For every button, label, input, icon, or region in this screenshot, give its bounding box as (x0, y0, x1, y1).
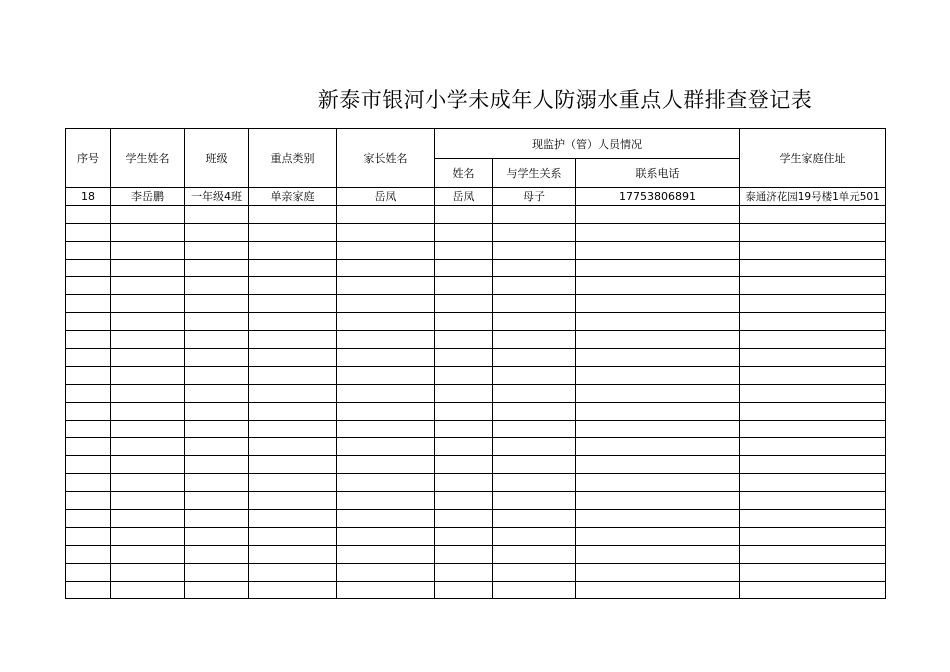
empty-cell (66, 241, 111, 259)
empty-cell (740, 545, 886, 563)
empty-cell (493, 223, 576, 241)
cell-class: 一年级4班 (185, 188, 249, 206)
empty-cell (66, 223, 111, 241)
empty-cell (493, 277, 576, 295)
empty-cell (111, 295, 185, 313)
registration-table (65, 128, 886, 599)
empty-cell (111, 277, 185, 295)
empty-table-row (66, 563, 886, 581)
empty-cell (337, 223, 435, 241)
empty-cell (249, 438, 337, 456)
empty-cell (337, 295, 435, 313)
empty-cell (249, 366, 337, 384)
empty-table-row (66, 384, 886, 402)
empty-cell (740, 366, 886, 384)
empty-cell (740, 420, 886, 438)
empty-cell (249, 223, 337, 241)
empty-cell (435, 349, 493, 367)
empty-cell (337, 474, 435, 492)
empty-cell (111, 563, 185, 581)
empty-cell (185, 313, 249, 331)
empty-cell (66, 331, 111, 349)
empty-cell (111, 545, 185, 563)
empty-cell (435, 474, 493, 492)
empty-cell (435, 402, 493, 420)
empty-cell (249, 402, 337, 420)
empty-table-row (66, 420, 886, 438)
empty-cell (435, 223, 493, 241)
empty-table-row (66, 581, 886, 599)
empty-cell (576, 295, 740, 313)
empty-cell (435, 438, 493, 456)
empty-cell (337, 438, 435, 456)
empty-cell (185, 456, 249, 474)
empty-table-row (66, 277, 886, 295)
empty-cell (740, 259, 886, 277)
empty-cell (337, 331, 435, 349)
empty-cell (249, 545, 337, 563)
empty-cell (435, 510, 493, 528)
empty-cell (740, 474, 886, 492)
empty-table-row (66, 474, 886, 492)
empty-table-row (66, 313, 886, 331)
empty-cell (249, 384, 337, 402)
empty-cell (185, 366, 249, 384)
empty-cell (337, 205, 435, 223)
empty-cell (337, 545, 435, 563)
empty-cell (435, 456, 493, 474)
empty-cell (185, 527, 249, 545)
empty-cell (493, 545, 576, 563)
empty-cell (66, 295, 111, 313)
empty-cell (111, 474, 185, 492)
empty-cell (185, 295, 249, 313)
empty-cell (111, 402, 185, 420)
empty-cell (435, 295, 493, 313)
empty-cell (337, 349, 435, 367)
empty-cell (435, 384, 493, 402)
empty-cell (66, 492, 111, 510)
empty-cell (576, 223, 740, 241)
empty-cell (740, 205, 886, 223)
empty-table-row (66, 527, 886, 545)
empty-table-row (66, 205, 886, 223)
empty-cell (493, 474, 576, 492)
empty-cell (111, 527, 185, 545)
header-student-name: 学生姓名 (111, 129, 185, 188)
empty-cell (576, 420, 740, 438)
empty-cell (185, 259, 249, 277)
empty-table-row (66, 402, 886, 420)
empty-cell (111, 581, 185, 599)
empty-cell (493, 492, 576, 510)
empty-cell (435, 492, 493, 510)
empty-cell (66, 384, 111, 402)
empty-cell (66, 277, 111, 295)
cell-phone: 17753806891 (576, 188, 740, 206)
empty-table-row (66, 241, 886, 259)
empty-cell (66, 474, 111, 492)
empty-cell (185, 205, 249, 223)
empty-cell (249, 349, 337, 367)
empty-cell (576, 402, 740, 420)
empty-cell (111, 349, 185, 367)
empty-cell (740, 277, 886, 295)
empty-cell (435, 527, 493, 545)
empty-cell (740, 456, 886, 474)
empty-cell (66, 438, 111, 456)
empty-cell (185, 349, 249, 367)
empty-cell (493, 563, 576, 581)
empty-table-row (66, 223, 886, 241)
empty-cell (435, 259, 493, 277)
empty-cell (337, 581, 435, 599)
empty-cell (435, 563, 493, 581)
empty-cell (493, 259, 576, 277)
empty-cell (576, 492, 740, 510)
empty-cell (740, 402, 886, 420)
empty-cell (576, 366, 740, 384)
empty-cell (337, 259, 435, 277)
empty-cell (249, 510, 337, 528)
empty-cell (66, 420, 111, 438)
empty-cell (493, 420, 576, 438)
empty-cell (493, 331, 576, 349)
empty-cell (111, 492, 185, 510)
empty-cell (111, 241, 185, 259)
empty-cell (66, 366, 111, 384)
empty-cell (740, 510, 886, 528)
empty-cell (493, 295, 576, 313)
empty-cell (111, 205, 185, 223)
empty-cell (185, 545, 249, 563)
empty-cell (493, 384, 576, 402)
header-guardian-name: 姓名 (435, 159, 493, 188)
empty-cell (185, 241, 249, 259)
empty-cell (66, 581, 111, 599)
header-row-primary (66, 129, 886, 159)
empty-cell (185, 492, 249, 510)
empty-cell (337, 241, 435, 259)
empty-cell (337, 456, 435, 474)
empty-cell (337, 510, 435, 528)
empty-cell (249, 295, 337, 313)
page-title: 新泰市银河小学未成年人防溺水重点人群排查登记表 (317, 88, 813, 112)
empty-cell (66, 545, 111, 563)
empty-cell (249, 277, 337, 295)
empty-cell (493, 349, 576, 367)
cell-category: 单亲家庭 (249, 188, 337, 206)
empty-cell (435, 420, 493, 438)
empty-table-row (66, 545, 886, 563)
empty-cell (66, 313, 111, 331)
header-class: 班级 (185, 129, 249, 188)
empty-cell (576, 545, 740, 563)
empty-cell (740, 241, 886, 259)
empty-cell (337, 277, 435, 295)
cell-seq: 18 (66, 188, 111, 206)
empty-cell (576, 277, 740, 295)
empty-cell (576, 331, 740, 349)
empty-cell (111, 510, 185, 528)
empty-cell (249, 563, 337, 581)
empty-cell (435, 581, 493, 599)
empty-cell (337, 527, 435, 545)
empty-cell (740, 438, 886, 456)
empty-cell (111, 366, 185, 384)
empty-cell (185, 563, 249, 581)
empty-cell (740, 313, 886, 331)
empty-table-row (66, 259, 886, 277)
empty-cell (111, 456, 185, 474)
empty-cell (66, 205, 111, 223)
empty-cell (576, 510, 740, 528)
empty-cell (493, 366, 576, 384)
empty-cell (185, 223, 249, 241)
empty-cell (576, 527, 740, 545)
empty-cell (249, 474, 337, 492)
empty-cell (185, 402, 249, 420)
empty-cell (576, 438, 740, 456)
empty-cell (111, 313, 185, 331)
cell-parent-name: 岳凤 (337, 188, 435, 206)
empty-cell (740, 331, 886, 349)
empty-table-row (66, 456, 886, 474)
empty-table-row (66, 331, 886, 349)
empty-cell (493, 241, 576, 259)
empty-cell (740, 295, 886, 313)
empty-cell (66, 349, 111, 367)
empty-cell (249, 331, 337, 349)
empty-cell (576, 581, 740, 599)
empty-cell (111, 438, 185, 456)
empty-cell (337, 563, 435, 581)
empty-cell (66, 527, 111, 545)
empty-cell (249, 241, 337, 259)
empty-cell (493, 402, 576, 420)
empty-cell (435, 205, 493, 223)
empty-cell (249, 205, 337, 223)
empty-cell (435, 366, 493, 384)
empty-cell (740, 563, 886, 581)
empty-cell (576, 205, 740, 223)
empty-cell (493, 456, 576, 474)
empty-cell (740, 223, 886, 241)
header-seq: 序号 (66, 129, 111, 188)
empty-cell (576, 384, 740, 402)
empty-cell (249, 259, 337, 277)
empty-cell (249, 456, 337, 474)
empty-cell (740, 384, 886, 402)
empty-cell (576, 474, 740, 492)
empty-cell (435, 241, 493, 259)
empty-cell (337, 384, 435, 402)
empty-cell (66, 456, 111, 474)
empty-table-row (66, 295, 886, 313)
empty-table-row (66, 366, 886, 384)
empty-cell (435, 313, 493, 331)
empty-cell (111, 331, 185, 349)
empty-cell (111, 259, 185, 277)
empty-cell (576, 241, 740, 259)
empty-cell (576, 313, 740, 331)
header-address: 学生家庭住址 (740, 129, 886, 188)
empty-cell (66, 402, 111, 420)
cell-guardian-name: 岳凤 (435, 188, 493, 206)
empty-cell (337, 492, 435, 510)
empty-cell (185, 384, 249, 402)
empty-cell (493, 313, 576, 331)
empty-cell (576, 349, 740, 367)
header-parent-name: 家长姓名 (337, 129, 435, 188)
empty-cell (576, 259, 740, 277)
empty-cell (740, 349, 886, 367)
empty-cell (740, 492, 886, 510)
empty-cell (249, 313, 337, 331)
empty-cell (493, 205, 576, 223)
empty-cell (66, 259, 111, 277)
header-guardian-group: 现监护（管）人员情况 (435, 129, 740, 159)
empty-cell (435, 331, 493, 349)
empty-cell (337, 313, 435, 331)
empty-cell (740, 581, 886, 599)
empty-cell (185, 474, 249, 492)
cell-relation: 母子 (493, 188, 576, 206)
empty-table-row (66, 438, 886, 456)
empty-cell (185, 581, 249, 599)
header-relation: 与学生关系 (493, 159, 576, 188)
header-category: 重点类别 (249, 129, 337, 188)
empty-cell (249, 420, 337, 438)
empty-cell (493, 438, 576, 456)
empty-cell (337, 420, 435, 438)
empty-cell (66, 563, 111, 581)
empty-cell (337, 366, 435, 384)
empty-cell (185, 277, 249, 295)
empty-cell (435, 545, 493, 563)
header-phone: 联系电话 (576, 159, 740, 188)
empty-table-row (66, 510, 886, 528)
empty-table-row (66, 349, 886, 367)
cell-student-name: 李岳鹏 (111, 188, 185, 206)
empty-cell (249, 581, 337, 599)
empty-cell (185, 510, 249, 528)
empty-cell (493, 527, 576, 545)
empty-cell (576, 563, 740, 581)
empty-cell (493, 510, 576, 528)
empty-cell (111, 223, 185, 241)
empty-cell (249, 492, 337, 510)
empty-cell (249, 527, 337, 545)
table-row (66, 188, 886, 206)
empty-cell (493, 581, 576, 599)
empty-cell (435, 277, 493, 295)
empty-cell (337, 402, 435, 420)
cell-address: 泰通济花园19号楼1单元501 (740, 188, 886, 206)
empty-cell (111, 420, 185, 438)
table-body (66, 188, 886, 599)
empty-cell (111, 384, 185, 402)
empty-cell (740, 527, 886, 545)
empty-cell (185, 420, 249, 438)
empty-cell (576, 456, 740, 474)
empty-table-row (66, 492, 886, 510)
empty-cell (185, 438, 249, 456)
empty-cell (185, 331, 249, 349)
empty-cell (66, 510, 111, 528)
